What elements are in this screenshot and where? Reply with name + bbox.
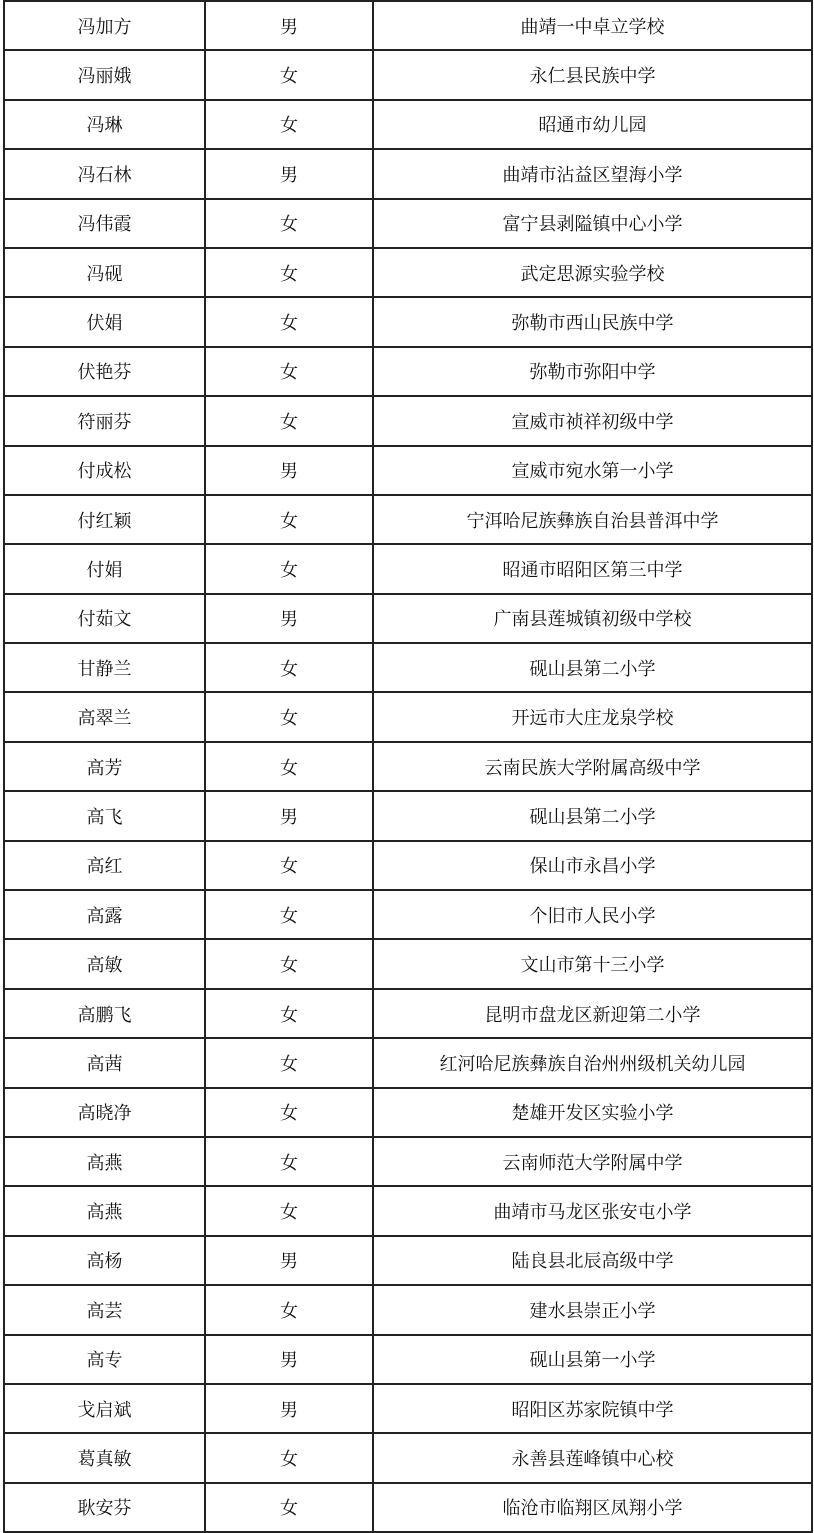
- name-cell: 符丽芬: [4, 396, 205, 445]
- school-cell: 昭通市幼儿园: [373, 100, 812, 149]
- table-row: [4, 1384, 812, 1433]
- gender-cell: 女: [205, 297, 373, 346]
- name-cell: 耿安芬: [4, 1483, 205, 1532]
- table-row: [4, 1186, 812, 1235]
- gender-cell: 女: [205, 248, 373, 297]
- school-cell: 文山市第十三小学: [373, 939, 812, 988]
- school-cell: 宣威市宛水第一小学: [373, 446, 812, 495]
- gender-cell: 女: [205, 692, 373, 741]
- name-cell: 高芸: [4, 1285, 205, 1334]
- gender-cell: 女: [205, 347, 373, 396]
- school-cell: 云南民族大学附属高级中学: [373, 742, 812, 791]
- name-cell: 高红: [4, 841, 205, 890]
- name-cell: 伏娟: [4, 297, 205, 346]
- table-row: [4, 149, 812, 198]
- gender-cell: 男: [205, 1, 373, 50]
- name-cell: 高飞: [4, 791, 205, 840]
- name-cell: 冯琳: [4, 100, 205, 149]
- gender-cell: 女: [205, 1038, 373, 1087]
- name-cell: 冯加方: [4, 1, 205, 50]
- name-cell: 高燕: [4, 1137, 205, 1186]
- gender-cell: 女: [205, 1137, 373, 1186]
- school-cell: 弥勒市西山民族中学: [373, 297, 812, 346]
- gender-cell: 女: [205, 1483, 373, 1532]
- table-row: [4, 742, 812, 791]
- table-row: [4, 989, 812, 1038]
- name-cell: 冯丽娥: [4, 50, 205, 99]
- school-cell: 砚山县第一小学: [373, 1335, 812, 1384]
- table-row: [4, 791, 812, 840]
- table-row: [4, 297, 812, 346]
- gender-cell: 女: [205, 100, 373, 149]
- gender-cell: 女: [205, 989, 373, 1038]
- gender-cell: 男: [205, 791, 373, 840]
- name-cell: 付茹文: [4, 594, 205, 643]
- table-row: [4, 396, 812, 445]
- table-row: [4, 1335, 812, 1384]
- name-cell: 高露: [4, 890, 205, 939]
- school-cell: 武定思源实验学校: [373, 248, 812, 297]
- name-cell: 付成松: [4, 446, 205, 495]
- name-cell: 高翠兰: [4, 692, 205, 741]
- school-cell: 云南师范大学附属中学: [373, 1137, 812, 1186]
- name-cell: 高燕: [4, 1186, 205, 1235]
- gender-cell: 女: [205, 643, 373, 692]
- name-cell: 甘静兰: [4, 643, 205, 692]
- table-row: [4, 692, 812, 741]
- school-cell: 昭通市昭阳区第三中学: [373, 544, 812, 593]
- table-row: [4, 1483, 812, 1532]
- name-cell: 高晓净: [4, 1088, 205, 1137]
- name-cell: 冯伟霞: [4, 199, 205, 248]
- table-row: [4, 1038, 812, 1087]
- school-cell: 曲靖一中卓立学校: [373, 1, 812, 50]
- school-cell: 曲靖市沾益区望海小学: [373, 149, 812, 198]
- name-cell: 戈启斌: [4, 1384, 205, 1433]
- name-cell: 葛真敏: [4, 1433, 205, 1482]
- gender-cell: 女: [205, 939, 373, 988]
- school-cell: 昭阳区苏家院镇中学: [373, 1384, 812, 1433]
- gender-cell: 男: [205, 1236, 373, 1285]
- name-cell: 高专: [4, 1335, 205, 1384]
- gender-cell: 女: [205, 50, 373, 99]
- gender-cell: 男: [205, 1384, 373, 1433]
- gender-cell: 男: [205, 594, 373, 643]
- table-row: [4, 248, 812, 297]
- gender-cell: 女: [205, 495, 373, 544]
- school-cell: 个旧市人民小学: [373, 890, 812, 939]
- table-row: [4, 1433, 812, 1482]
- school-cell: 红河哈尼族彝族自治州州级机关幼儿园: [373, 1038, 812, 1087]
- school-cell: 富宁县剥隘镇中心小学: [373, 199, 812, 248]
- gender-cell: 女: [205, 1285, 373, 1334]
- gender-cell: 女: [205, 396, 373, 445]
- school-cell: 开远市大庄龙泉学校: [373, 692, 812, 741]
- table-row: [4, 594, 812, 643]
- name-cell: 冯石林: [4, 149, 205, 198]
- table-row: [4, 939, 812, 988]
- table-row: [4, 1236, 812, 1285]
- table-row: [4, 643, 812, 692]
- table-row: [4, 1137, 812, 1186]
- table-row: [4, 1088, 812, 1137]
- name-cell: 高敏: [4, 939, 205, 988]
- school-cell: 永仁县民族中学: [373, 50, 812, 99]
- table-row: [4, 446, 812, 495]
- table-row: [4, 1285, 812, 1334]
- school-cell: 保山市永昌小学: [373, 841, 812, 890]
- gender-cell: 男: [205, 446, 373, 495]
- school-cell: 广南县莲城镇初级中学校: [373, 594, 812, 643]
- gender-cell: 女: [205, 1088, 373, 1137]
- name-cell: 冯砚: [4, 248, 205, 297]
- name-cell: 伏艳芬: [4, 347, 205, 396]
- school-cell: 砚山县第二小学: [373, 643, 812, 692]
- name-cell: 高芳: [4, 742, 205, 791]
- school-cell: 宣威市祯祥初级中学: [373, 396, 812, 445]
- name-cell: 高鹏飞: [4, 989, 205, 1038]
- name-cell: 付红颖: [4, 495, 205, 544]
- school-cell: 临沧市临翔区凤翔小学: [373, 1483, 812, 1532]
- table-row: [4, 544, 812, 593]
- table-row: [4, 495, 812, 544]
- table-row: [4, 1, 812, 50]
- school-cell: 弥勒市弥阳中学: [373, 347, 812, 396]
- gender-cell: 女: [205, 1186, 373, 1235]
- school-cell: 永善县莲峰镇中心校: [373, 1433, 812, 1482]
- name-cell: 付娟: [4, 544, 205, 593]
- gender-cell: 女: [205, 199, 373, 248]
- school-cell: 陆良县北辰高级中学: [373, 1236, 812, 1285]
- gender-cell: 男: [205, 1335, 373, 1384]
- roster-table-body: [4, 1, 812, 1532]
- table-row: [4, 100, 812, 149]
- table-row: [4, 347, 812, 396]
- school-cell: 昆明市盘龙区新迎第二小学: [373, 989, 812, 1038]
- roster-table: [3, 0, 813, 1533]
- gender-cell: 女: [205, 841, 373, 890]
- gender-cell: 女: [205, 544, 373, 593]
- gender-cell: 男: [205, 149, 373, 198]
- school-cell: 楚雄开发区实验小学: [373, 1088, 812, 1137]
- table-row: [4, 890, 812, 939]
- table-row: [4, 50, 812, 99]
- table-row: [4, 199, 812, 248]
- name-cell: 高茜: [4, 1038, 205, 1087]
- gender-cell: 女: [205, 742, 373, 791]
- gender-cell: 女: [205, 1433, 373, 1482]
- name-cell: 高杨: [4, 1236, 205, 1285]
- school-cell: 曲靖市马龙区张安屯小学: [373, 1186, 812, 1235]
- school-cell: 建水县崇正小学: [373, 1285, 812, 1334]
- school-cell: 砚山县第二小学: [373, 791, 812, 840]
- school-cell: 宁洱哈尼族彝族自治县普洱中学: [373, 495, 812, 544]
- table-row: [4, 841, 812, 890]
- gender-cell: 女: [205, 890, 373, 939]
